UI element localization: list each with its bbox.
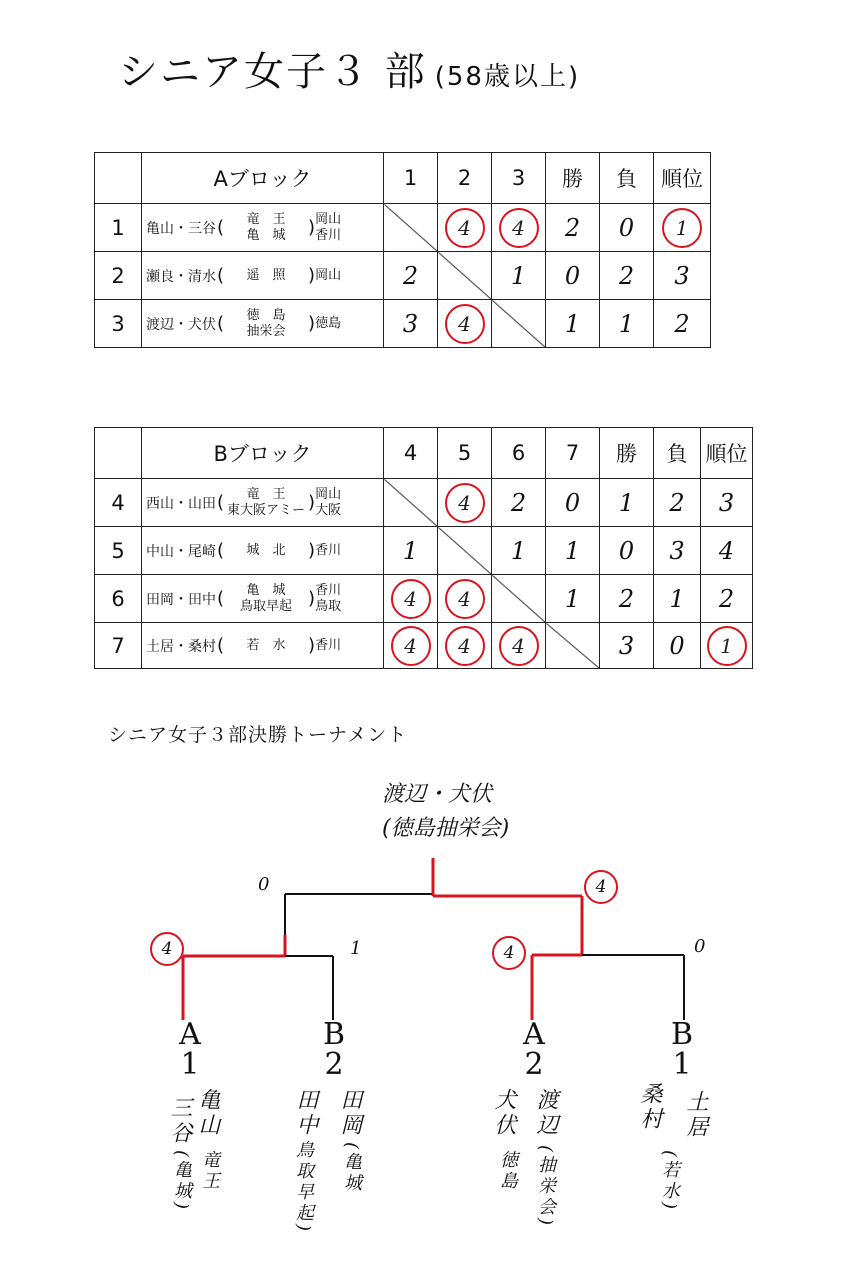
circled-value: 4 — [445, 483, 485, 523]
result-value: 2 — [564, 213, 581, 242]
paren-open: ( — [217, 313, 225, 334]
block_b-row-number: 4 — [95, 479, 142, 527]
player-names: 渡辺・犬伏 — [146, 316, 216, 333]
result-value: 2 — [402, 261, 419, 290]
block_a-header-5: 順位 — [654, 153, 711, 204]
result-value: 3 — [669, 536, 685, 565]
entrant-3-block: A — [523, 1017, 545, 1052]
paren-close: ) — [308, 588, 316, 609]
circled-value: 4 — [391, 579, 431, 619]
circled-value: 4 — [499, 626, 539, 666]
prefecture-name: 岡山 — [315, 267, 342, 283]
result-value: 2 — [510, 488, 527, 517]
prefecture-name: 鳥取 — [315, 598, 342, 614]
entrant-1-player-2: 三谷 — [167, 1096, 192, 1146]
result-value: 3 — [674, 261, 690, 290]
player-names: 中山・尾崎 — [146, 543, 216, 560]
entrant-2-club-1: (亀城 — [341, 1142, 362, 1195]
block_b-header-5: 負 — [654, 428, 701, 479]
result-value: 1 — [618, 488, 635, 517]
result-value: 0 — [618, 536, 635, 565]
block_a-row-number: 3 — [95, 300, 142, 348]
result-value: 2 — [618, 584, 635, 613]
entrant-2-rank: 2 — [324, 1047, 344, 1082]
block_b-header-6: 順位 — [701, 428, 753, 479]
block_a-header-0: 1 — [384, 153, 438, 204]
block_b-header-2: 6 — [492, 428, 546, 479]
paren-close: ) — [308, 313, 316, 334]
page-title: シニア女子３ 部 (58歳以上) — [118, 49, 581, 95]
circled-value: 4 — [445, 304, 485, 344]
prefecture-name: 岡山 — [315, 486, 342, 502]
block_a-header-2: 3 — [492, 153, 546, 204]
result-value: 1 — [618, 309, 635, 338]
club-name: 竜 王 — [246, 211, 286, 227]
result-value: 1 — [402, 536, 419, 565]
player-names: 亀山・三谷 — [146, 220, 216, 237]
paren-open: ( — [217, 635, 225, 656]
paren-open: ( — [217, 588, 225, 609]
entrant-3-player-2: 犬伏 — [491, 1088, 516, 1138]
paren-close: ) — [308, 217, 316, 238]
club-name: 徳 島 — [246, 307, 286, 323]
paren-open: ( — [217, 492, 225, 513]
result-value: 1 — [510, 261, 527, 290]
result-value: 1 — [564, 584, 581, 613]
paren-close: ) — [308, 540, 316, 561]
player-names: 西山・山田 — [146, 495, 216, 512]
result-value: 2 — [618, 261, 635, 290]
club-name: 遥 照 — [246, 267, 286, 283]
entrant-1-club-1: 竜王 — [199, 1150, 220, 1192]
result-value: 0 — [669, 631, 685, 660]
entrant-1-player-1: 亀山 — [195, 1088, 220, 1138]
paren-open: ( — [217, 540, 225, 561]
block_a-header-1: 2 — [438, 153, 492, 204]
score-qf1-left: 4 — [150, 932, 184, 966]
score-final-right: 4 — [584, 870, 618, 904]
entrant-4-block: B — [670, 1017, 694, 1052]
paren-open: ( — [217, 265, 225, 286]
block_b-header-4: 勝 — [600, 428, 654, 479]
block_a-block-name: Aブロック — [142, 153, 384, 204]
result-value: 3 — [618, 631, 635, 660]
club-name: 鳥取早起 — [240, 598, 293, 614]
circled-value: 1 — [707, 626, 747, 666]
entrant-3-player-1: 渡辺 — [533, 1088, 558, 1138]
result-value: 4 — [718, 536, 735, 565]
circled-value: 4 — [445, 208, 485, 248]
result-value: 2 — [669, 488, 685, 517]
prefecture-name: 香川 — [315, 582, 342, 598]
result-value: 0 — [564, 261, 581, 290]
entrant-4-rank: 1 — [672, 1047, 692, 1082]
entrant-4-player-2: 桑村 — [637, 1082, 662, 1132]
circled-value: 4 — [391, 626, 431, 666]
score-qf2-right: 0 — [694, 936, 706, 957]
player-names: 瀬良・清水 — [146, 268, 216, 285]
block_b-row-number: 6 — [95, 575, 142, 623]
paren-close: ) — [308, 265, 316, 286]
entrant-2-player-2: 田中 — [293, 1088, 318, 1138]
player-names: 土居・桑村 — [146, 638, 216, 655]
paren-close: ) — [308, 635, 316, 656]
page-subtitle: (58歳以上) — [434, 62, 581, 92]
circled-value: 4 — [445, 579, 485, 619]
entrant-3-club-1: (抽栄会) — [535, 1145, 556, 1229]
score-semi1-top: 0 — [258, 874, 270, 895]
block_a-header-3: 勝 — [546, 153, 600, 204]
result-value: 2 — [718, 584, 735, 613]
result-value: 0 — [618, 213, 635, 242]
prefecture-name: 香川 — [315, 637, 342, 653]
club-name: 抽栄会 — [246, 323, 286, 339]
club-name: 城 北 — [246, 542, 286, 558]
block_b-row-number: 5 — [95, 527, 142, 575]
entrant-2-player-1: 田岡 — [337, 1088, 362, 1138]
result-value: 1 — [564, 309, 581, 338]
paren-close: ) — [308, 492, 316, 513]
entrant-3-rank: 2 — [524, 1047, 544, 1082]
paren-open: ( — [217, 217, 225, 238]
prefecture-name: 香川 — [315, 542, 342, 558]
prefecture-name: 岡山 — [315, 211, 342, 227]
entrant-1-block: A — [179, 1017, 201, 1052]
score-qf2-left: 4 — [492, 936, 526, 970]
club-name: 亀 城 — [246, 227, 286, 243]
block_b-header-0: 4 — [384, 428, 438, 479]
entrant-2-block: B — [322, 1017, 346, 1052]
block_b-row-number: 7 — [95, 623, 142, 669]
result-value: 3 — [718, 488, 735, 517]
result-value: 1 — [564, 536, 581, 565]
entrant-4-player-1: 土居 — [683, 1090, 708, 1140]
tournament-title: シニア女子３部決勝トーナメント — [108, 724, 408, 746]
block_a-header-4: 負 — [600, 153, 654, 204]
block_a-row-number: 1 — [95, 204, 142, 252]
entrant-1-club-2: (亀城) — [171, 1150, 192, 1213]
club-name: 竜 王 — [246, 486, 286, 502]
circled-value: 4 — [445, 626, 485, 666]
entrant-1-rank: 1 — [180, 1047, 200, 1082]
entrant-4-club-1: (若水) — [659, 1150, 680, 1213]
prefecture-name: 徳島 — [315, 315, 342, 331]
result-value: 3 — [402, 309, 419, 338]
entrant-2-club-2: 鳥取早起) — [293, 1140, 314, 1235]
champion-name: 渡辺・犬伏 — [382, 782, 493, 807]
circled-value: 1 — [662, 208, 702, 248]
circled-value: 4 — [499, 208, 539, 248]
result-value: 1 — [669, 584, 685, 613]
result-value: 1 — [510, 536, 527, 565]
result-value: 2 — [674, 309, 690, 338]
club-name: 若 水 — [246, 637, 286, 653]
block_b-header-1: 5 — [438, 428, 492, 479]
club-name: 亀 城 — [246, 582, 286, 598]
club-name: 東大阪アミー — [227, 502, 306, 518]
score-qf1-right: 1 — [350, 938, 362, 959]
prefecture-name: 香川 — [315, 227, 342, 243]
block_b-header-3: 7 — [546, 428, 600, 479]
champion-club: (徳島抽栄会) — [382, 816, 510, 841]
player-names: 田岡・田中 — [146, 591, 216, 608]
prefecture-name: 大阪 — [315, 502, 342, 518]
block_a-row-number: 2 — [95, 252, 142, 300]
block_b-block-name: Bブロック — [142, 428, 384, 479]
entrant-3-club-2: 徳島 — [497, 1150, 518, 1192]
result-value: 0 — [564, 488, 581, 517]
